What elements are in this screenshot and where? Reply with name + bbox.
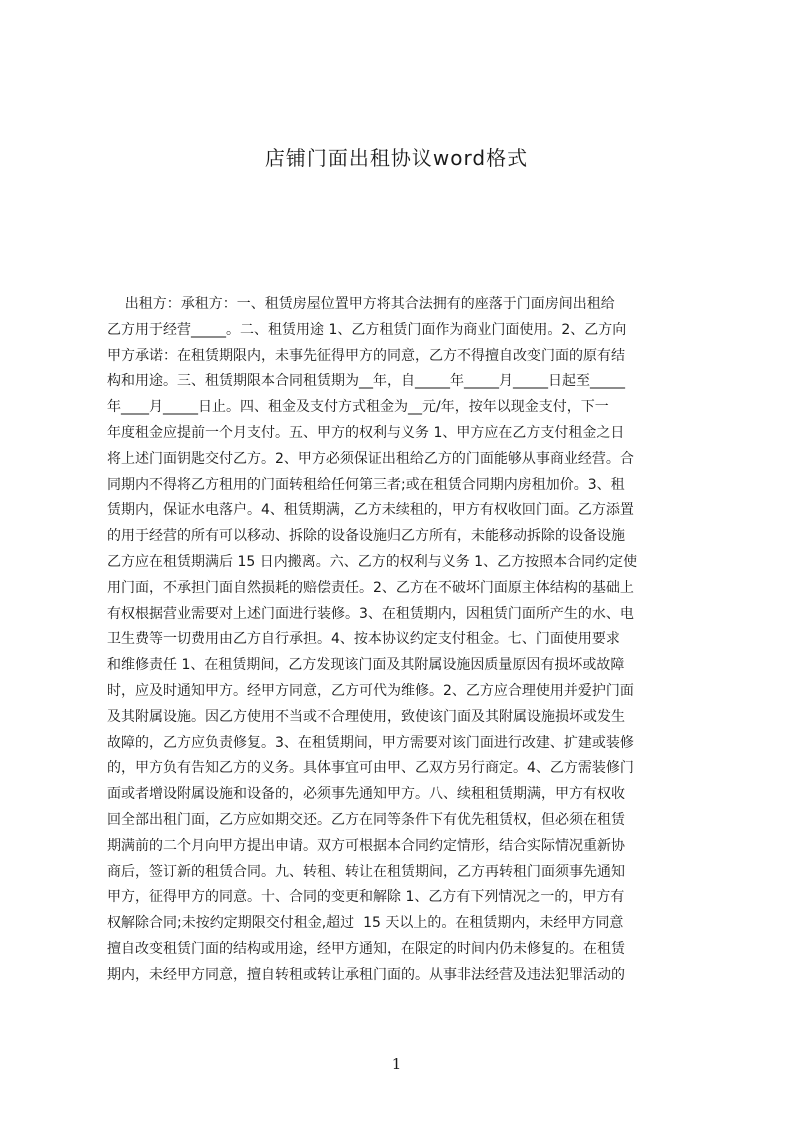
body-line: 的用于经营的所有可以移动、拆除的设备设施归乙方所有，未能移动拆除的设备设施 [107,528,625,545]
body-line: 权解除合同;未按约定期限交付租金,超过 15 天以上的。在租赁期内，未经甲方同意 [107,915,624,932]
body-line: 同期内不得将乙方租用的门面转租给任何第三者;或在租赁合同期内房租加价。3、租 [107,476,625,493]
body-line: 乙方应在租赁期满后 15 日内搬离。六、乙方的权利与义务 1、乙方按照本合同约定使 [107,553,638,570]
body-line: 时，应及时通知甲方。经甲方同意，乙方可代为维修。2、乙方应合理使用并爱护门面 [107,682,634,699]
body-line: 和维修责任 1、在租赁期间，乙方发现该门面及其附属设施因质量原因有损坏或故障 [107,657,625,674]
body-line: 商后，签订新的租赁合同。九、转租、转让在租赁期间，乙方再转租门面须事先通知 [107,863,625,880]
body-line: 故障的，乙方应负责修复。3、在租赁期间，甲方需要对该门面进行改建、扩建或装修 [107,734,634,751]
body-line: 赁期内，保证水电落户。4、租赁期满，乙方未续租的，甲方有权收回门面。乙方添置 [107,502,634,519]
body-line: 面或者增设附属设施和设备的，必须事先通知甲方。八、续租租赁期满，甲方有权收 [107,786,625,803]
body-line: 甲方承诺：在租赁期限内，未事先征得甲方的同意，乙方不得擅自改变门面的原有结 [107,347,625,364]
body-line: 用门面，不承担门面自然损耗的赔偿责任。2、乙方在不破坏门面原主体结构的基础上 [107,579,634,596]
body-line: 出租方：承租方：一、租赁房屋位置甲方将其合法拥有的座落于门面房间出租给 [107,296,615,312]
body-line: 构和用途。三、租赁期限本合同租赁期为__年，自_____年_____月_____日起至_____ [107,373,625,390]
page-number: 1 [391,1055,402,1073]
body-line: 及其附属设施。因乙方使用不当或不合理使用，致使该门面及其附属设施损坏或发生 [107,708,625,725]
body-line: 期内，未经甲方同意，擅自转租或转让承租门面的。从事非法经营及违法犯罪活动的 [107,966,625,983]
body-line: 期满前的二个月向甲方提出申请。双方可根据本合同约定情形，结合实际情况重新协 [107,837,625,854]
body-line: 擅自改变租赁门面的结构或用途，经甲方通知，在限定的时间内仍未修复的。在租赁 [107,940,625,957]
body-line: 有权根据营业需要对上述门面进行装修。3、在租赁期内，因租赁门面所产生的水、电 [107,605,634,622]
document-title: 店铺门面出租协议word格式 [264,146,529,170]
body-line: 将上述门面钥匙交付乙方。2、甲方必须保证出租给乙方的门面能够从事商业经营。合 [107,450,634,467]
body-line: 年度租金应提前一个月支付。五、甲方的权利与义务 1、甲方应在乙方支付租金之日 [107,424,625,441]
document-body [107,292,700,989]
body-line: 卫生费等一切费用由乙方自行承担。4、按本协议约定支付租金。七、门面使用要求 [107,631,620,648]
body-line: 回全部出租门面，乙方应如期交还。乙方在同等条件下有优先租赁权，但必须在租赁 [107,811,625,828]
body-line: 乙方用于经营_____。二、租赁用途 1、乙方租赁门面作为商业门面使用。2、乙方向 [107,321,627,338]
body-line: 甲方，征得甲方的同意。十、合同的变更和解除 1、乙方有下列情况之一的，甲方有 [107,889,625,906]
body-line: 年____月_____日止。四、租金及支付方式租金为__元/年，按年以现金支付，下一 [107,399,609,416]
body-line: 的，甲方负有告知乙方的义务。具体事宜可由甲、乙双方另行商定。4、乙方需装修门 [107,760,634,777]
